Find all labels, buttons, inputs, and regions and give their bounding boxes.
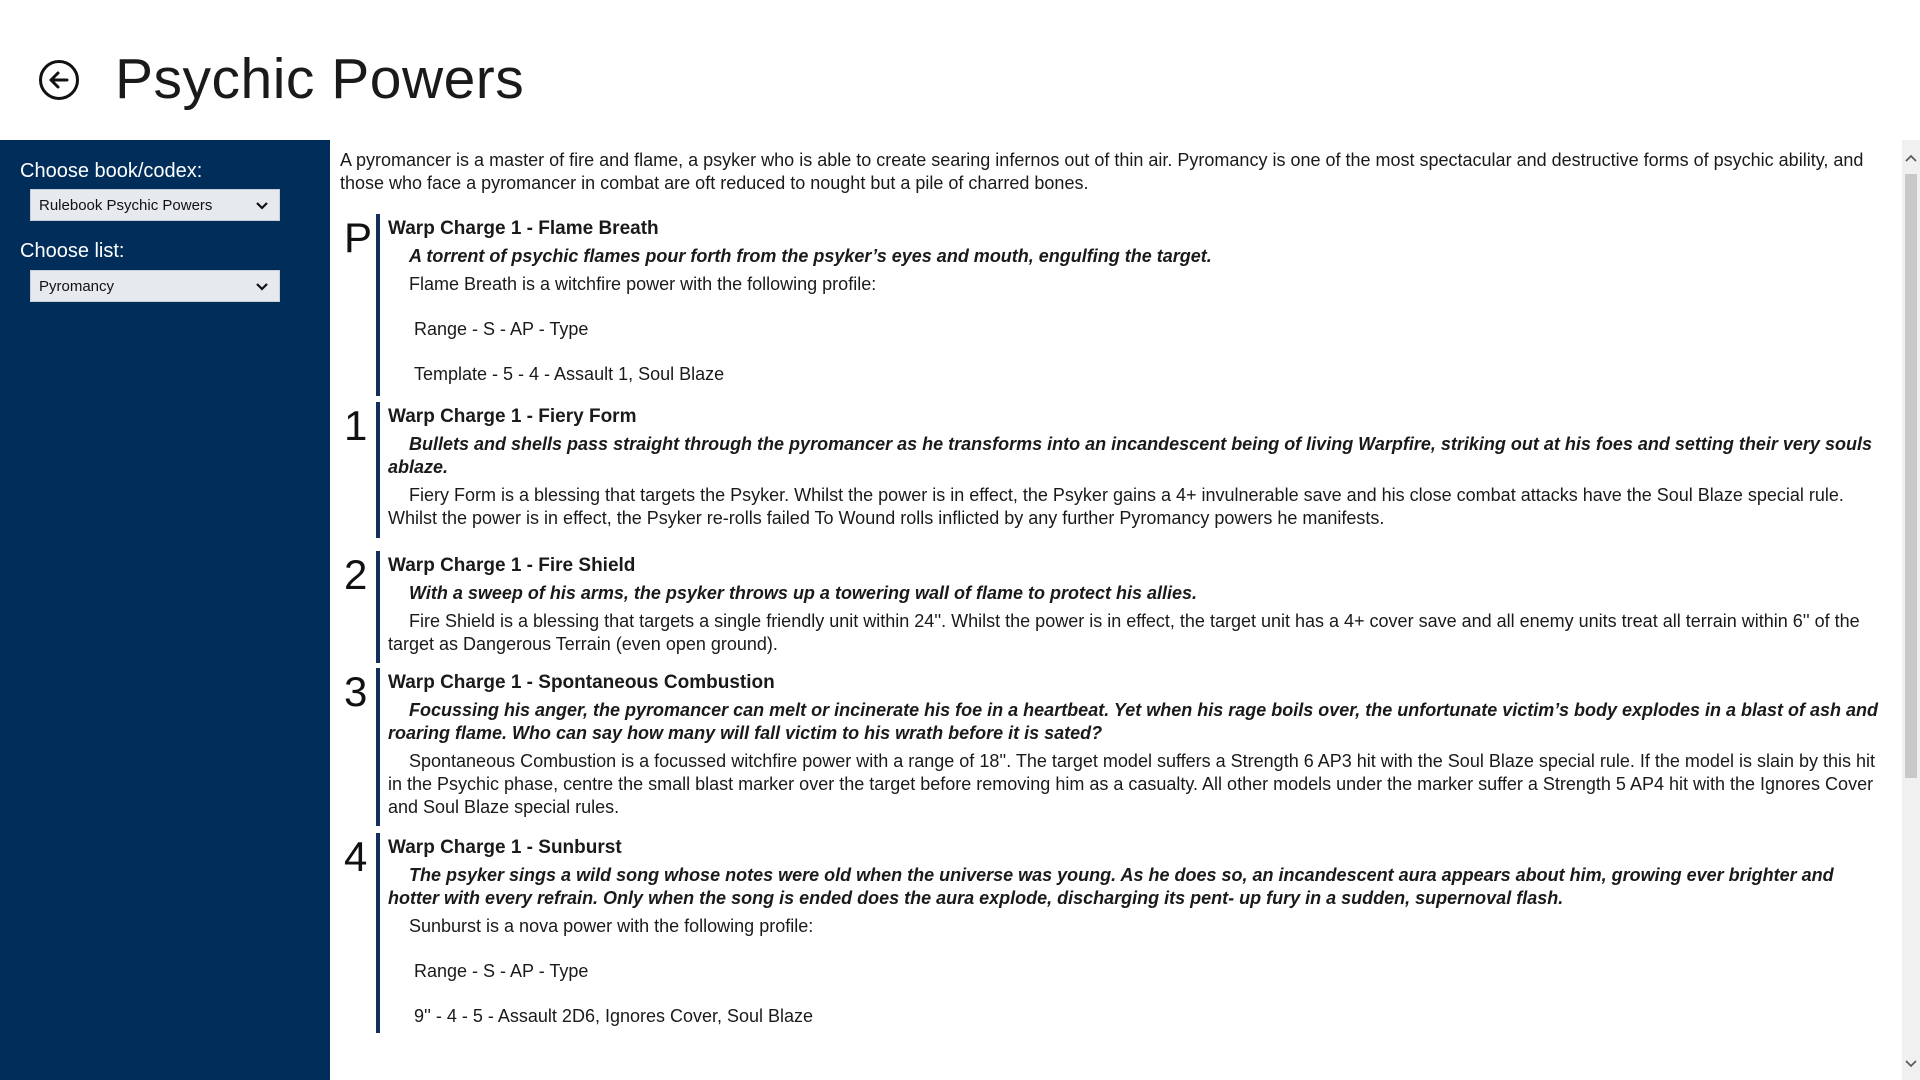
- book-select-value: Rulebook Psychic Powers: [39, 196, 213, 214]
- power-title: Warp Charge 1 - Spontaneous Combustion: [388, 672, 775, 693]
- chevron-down-icon: [255, 280, 269, 294]
- power-bar: [376, 402, 380, 538]
- power-item: [340, 833, 1888, 1028]
- power-text: Sunburst is a nova power with the following profile:: [409, 916, 814, 936]
- power-bar: [376, 668, 380, 826]
- chevron-down-icon: [255, 199, 269, 213]
- profile-header: Range - S - AP - Type: [414, 319, 589, 339]
- power-text: Fire Shield is a blessing that targets a single friendly unit within 24''. Whilst the power is in effect, the target unit has a 4+ cover save and all enemy units treat all terrain within 6'' of the target as Dangerous Terrain (even open ground).: [388, 611, 1860, 654]
- vertical-scrollbar[interactable]: [1902, 140, 1920, 1080]
- arrow-left-icon: [47, 68, 71, 92]
- power-flavor: Bullets and shells pass straight through the pyromancer as he transforms into an incandescent being of living Warpfire, striking out at his foes and setting their very souls ablaze.: [388, 434, 1872, 477]
- power-letter: P: [344, 214, 373, 261]
- scroll-down-button[interactable]: [1902, 1054, 1920, 1074]
- intro-text: A pyromancer is a master of fire and flame, a psyker who is able to create searing infernos out of thin air. Pyromancy is one of the most spectacular and destructive forms of psychic ability, and those who face a pyromancer in combat are oft reduced to nought but a pile of charred bones.: [340, 150, 1864, 193]
- power-text: Flame Breath is a witchfire power with the following profile:: [409, 274, 877, 294]
- power-bar: [376, 214, 380, 396]
- power-flavor: With a sweep of his arms, the psyker throws up a towering wall of flame to protect his allies.: [409, 583, 1198, 603]
- list-select-value: Pyromancy: [39, 277, 115, 295]
- power-title: Warp Charge 1 - Flame Breath: [388, 218, 659, 239]
- back-button[interactable]: [39, 60, 79, 100]
- power-item: [340, 551, 1888, 656]
- chevron-up-icon: [1905, 153, 1917, 163]
- power-item: [340, 214, 1888, 386]
- power-letter: 1: [344, 402, 368, 449]
- power-title: Warp Charge 1 - Fiery Form: [388, 406, 637, 427]
- power-flavor: Focussing his anger, the pyromancer can melt or incinerate his foe in a heartbeat. Yet when his rage boils over, the unfortunate victim’s body explodes in a blast of ash and roaring flame. Who can say how many will fall victim to his wrath before it is sated?: [388, 700, 1879, 743]
- scroll-up-button[interactable]: [1902, 148, 1920, 168]
- profile-row: 9'' - 4 - 5 - Assault 2D6, Ignores Cover, Soul Blaze: [414, 1006, 814, 1026]
- page-title: Psychic Powers: [115, 47, 525, 111]
- chevron-down-icon: [1905, 1059, 1917, 1069]
- list-select[interactable]: [30, 270, 280, 302]
- power-item: [340, 402, 1888, 530]
- power-item: [340, 668, 1888, 819]
- list-label: Choose list:: [20, 240, 125, 262]
- sidebar: [0, 140, 330, 1080]
- scrollbar-thumb[interactable]: [1905, 174, 1917, 778]
- profile-header: Range - S - AP - Type: [414, 961, 589, 981]
- power-letter: 4: [344, 833, 368, 880]
- profile-row: Template - 5 - 4 - Assault 1, Soul Blaze: [414, 364, 725, 384]
- power-letter: 2: [344, 551, 368, 598]
- power-flavor: A torrent of psychic flames pour forth from the psyker’s eyes and mouth, engulfing the target.: [409, 246, 1212, 266]
- book-select[interactable]: [30, 189, 280, 221]
- power-text: Spontaneous Combustion is a focussed witchfire power with a range of 18''. The target model suffers a Strength 6 AP3 hit with the Soul Blaze special rule. If the model is slain by this hit in the Psychic phase, centre the small blast marker over the target before removing him as a casualty. All other models under the marker suffer a Strength 5 AP4 hit with the Ignores Cover and Soul Blaze special rules.: [388, 751, 1876, 817]
- powers-content: [340, 140, 1888, 1080]
- power-bar: [376, 551, 380, 663]
- power-flavor: The psyker sings a wild song whose notes were old when the universe was young. As he does so, an incandescent aura appears about him, growing ever brighter and hotter with every refrain. Only when the song is ended does the aura explode, discharging its pent- up fury in a sudden, supernoval flash.: [388, 865, 1834, 908]
- power-bar: [376, 833, 380, 1033]
- header: [0, 0, 1920, 140]
- power-title: Warp Charge 1 - Sunburst: [388, 837, 622, 858]
- book-label: Choose book/codex:: [20, 160, 203, 182]
- power-text: Fiery Form is a blessing that targets the Psyker. Whilst the power is in effect, the Psyker gains a 4+ invulnerable save and his close combat attacks have the Soul Blaze special rule. Whilst the power is in effect, the Psyker re-rolls failed To Wound rolls inflicted by any further Pyromancy powers he manifests.: [388, 485, 1844, 528]
- power-title: Warp Charge 1 - Fire Shield: [388, 555, 636, 576]
- power-letter: 3: [344, 668, 368, 715]
